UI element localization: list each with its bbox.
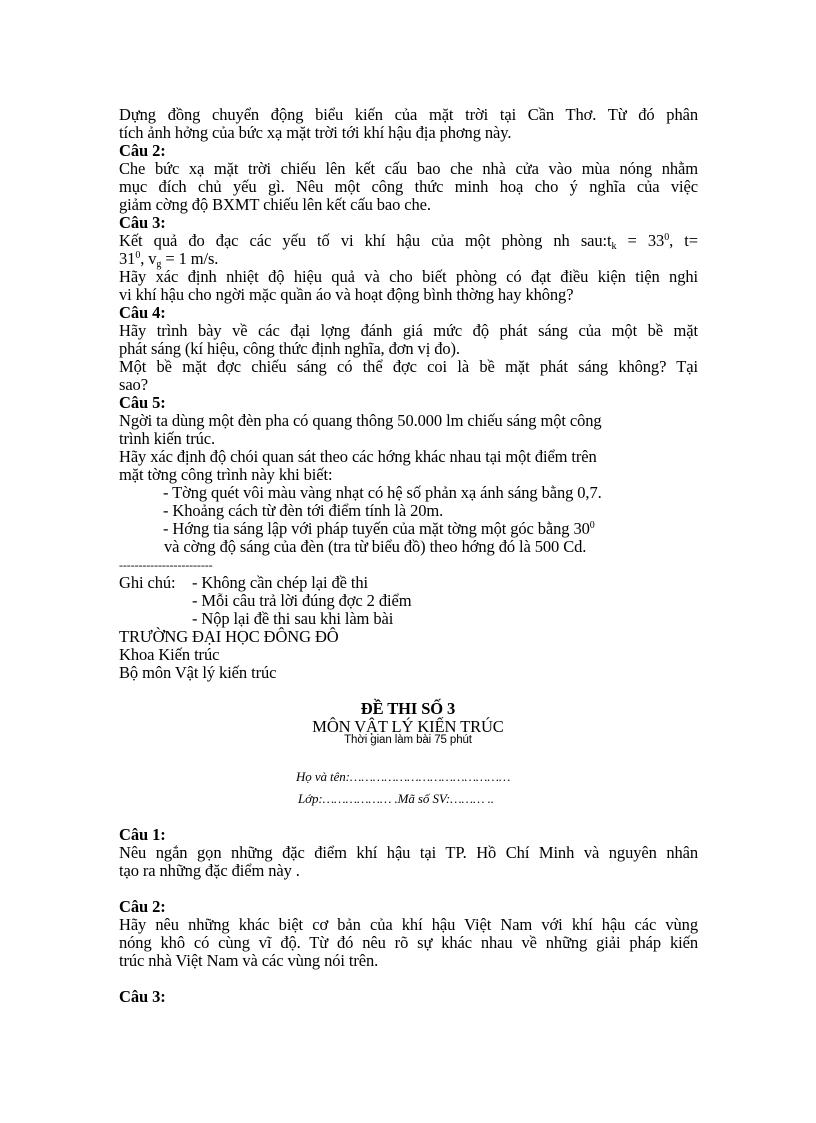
q2-heading: Câu 2: bbox=[119, 897, 166, 916]
q3-heading: Câu 3: bbox=[119, 987, 166, 1006]
prev-q5-line4: mặt tờng công trình này khi biết: bbox=[119, 465, 333, 484]
department-name: Bộ môn Vật lý kiến trúc bbox=[119, 663, 277, 682]
prev-q4-heading: Câu 4: bbox=[119, 303, 166, 322]
prev-q3-line2: $31^0$, $v_g = 1$ m/s. bbox=[119, 249, 219, 270]
q1-line2: tạo ra những đặc điểm này . bbox=[119, 861, 300, 880]
prev-q5-bullet2: - Khoảng cách từ đèn tới điểm tính là 20m. bbox=[163, 501, 444, 520]
note-item-1: - Không cần chép lại đề thi bbox=[192, 573, 368, 592]
class-id-field: Lớp:……………… .Mã số SV:……… .. bbox=[298, 791, 494, 806]
prev-q2-line2: mục đích chủ yếu gì. Nêu một công thức minh hoạ cho ý nghĩa của việc bbox=[119, 177, 698, 196]
exam-number: ĐỀ THI SỐ 3 bbox=[360, 699, 456, 718]
note-item-3: - Nộp lại đề thi sau khi làm bài bbox=[192, 609, 394, 628]
prev-q5-bullet3-cont: và cờng độ sáng của đèn (tra từ biểu đồ) theo hớng đó là 500 Cd. bbox=[164, 537, 587, 556]
prev-q2-heading: Câu 2: bbox=[119, 141, 166, 160]
prev-q1-line1: Dựng đồng chuyển động biểu kiến của mặt trời tại Cần Thơ. Từ đó phân bbox=[119, 105, 698, 124]
prev-q4-line2: phát sáng (kí hiệu, công thức định nghĩa, đơn vị đo). bbox=[119, 339, 460, 358]
prev-q4-line4: sao? bbox=[119, 375, 148, 394]
prev-q3-heading: Câu 3: bbox=[119, 213, 166, 232]
exam-subject: MÔN VẬT LÝ KIẾN TRÚC bbox=[312, 717, 504, 736]
q2-line1: Hãy nêu những khác biệt cơ bản của khí hậu Việt Nam với khí hậu các vùng bbox=[119, 915, 698, 934]
prev-q5-line3: Hãy xác định độ chói quan sát theo các hớng khác nhau tại một điểm trên bbox=[119, 447, 597, 466]
exam-duration: Thời gian làm bài 75 phút bbox=[344, 734, 472, 746]
prev-q5-heading: Câu 5: bbox=[119, 393, 166, 412]
prev-q4-line1: Hãy trình bày về các đại lợng đánh giá mức độ phát sáng của một bề mặt bbox=[119, 321, 698, 340]
q2-line2: nóng khô có cùng vĩ độ. Từ đó nêu rõ sự khác nhau về những giải pháp kiến bbox=[119, 933, 698, 952]
prev-q2-line1: Che bức xạ mặt trời chiếu lên kết cấu bao che nhà cửa vào mùa nóng nhằm bbox=[119, 159, 698, 178]
prev-q5-bullet1: - Tờng quét vôi màu vàng nhạt có hệ số phản xạ ánh sáng bằng 0,7. bbox=[163, 483, 602, 502]
prev-q1-line2: tích ảnh hởng của bức xạ mặt trời tới khí hậu địa phơng này. bbox=[119, 123, 512, 142]
school-name: TRƯỜNG ĐẠI HỌC ĐÔNG ĐÔ bbox=[119, 627, 339, 646]
note-label: Ghi chú: bbox=[119, 573, 176, 592]
note-item-2: - Mỗi câu trả lời đúng đợc 2 điểm bbox=[192, 591, 412, 610]
prev-q3-line4: vi khí hậu cho ngời mặc quần áo và hoạt động bình thờng hay không? bbox=[119, 285, 574, 304]
faculty-name: Khoa Kiến trúc bbox=[119, 645, 220, 664]
student-name-field: Họ và tên:…………………………………… bbox=[296, 769, 511, 784]
q1-line1: Nêu ngắn gọn những đặc điểm khí hậu tại TP. Hồ Chí Minh và nguyên nhân bbox=[119, 843, 698, 862]
prev-q4-line3: Một bề mặt đợc chiếu sáng có thể đợc coi là bề mặt phát sáng không? Tại bbox=[119, 357, 698, 376]
prev-q3-line1: Kết quả đo đạc các yếu tố vi khí hậu của một phòng nh $sau:t_k = 33^0$, t= bbox=[119, 231, 698, 252]
prev-q3-line3: Hãy xác định nhiệt độ hiệu quả và cho biết phòng có đạt điều kiện tiện nghi bbox=[119, 267, 698, 286]
separator-line: ------------------------ bbox=[119, 558, 213, 572]
prev-q5-bullet3: - Hớng tia sáng lập với pháp tuyến của mặt tờng một góc bằng $30^0$ bbox=[163, 519, 595, 538]
prev-q5-line2: trình kiến trúc. bbox=[119, 429, 215, 448]
q1-heading: Câu 1: bbox=[119, 825, 166, 844]
q2-line3: trúc nhà Việt Nam và các vùng nói trên. bbox=[119, 951, 379, 970]
prev-q2-line3: giảm cờng độ BXMT chiếu lên kết cấu bao che. bbox=[119, 195, 431, 214]
prev-q5-line1: Ngời ta dùng một đèn pha có quang thông 50.000 lm chiếu sáng một công bbox=[119, 411, 602, 430]
